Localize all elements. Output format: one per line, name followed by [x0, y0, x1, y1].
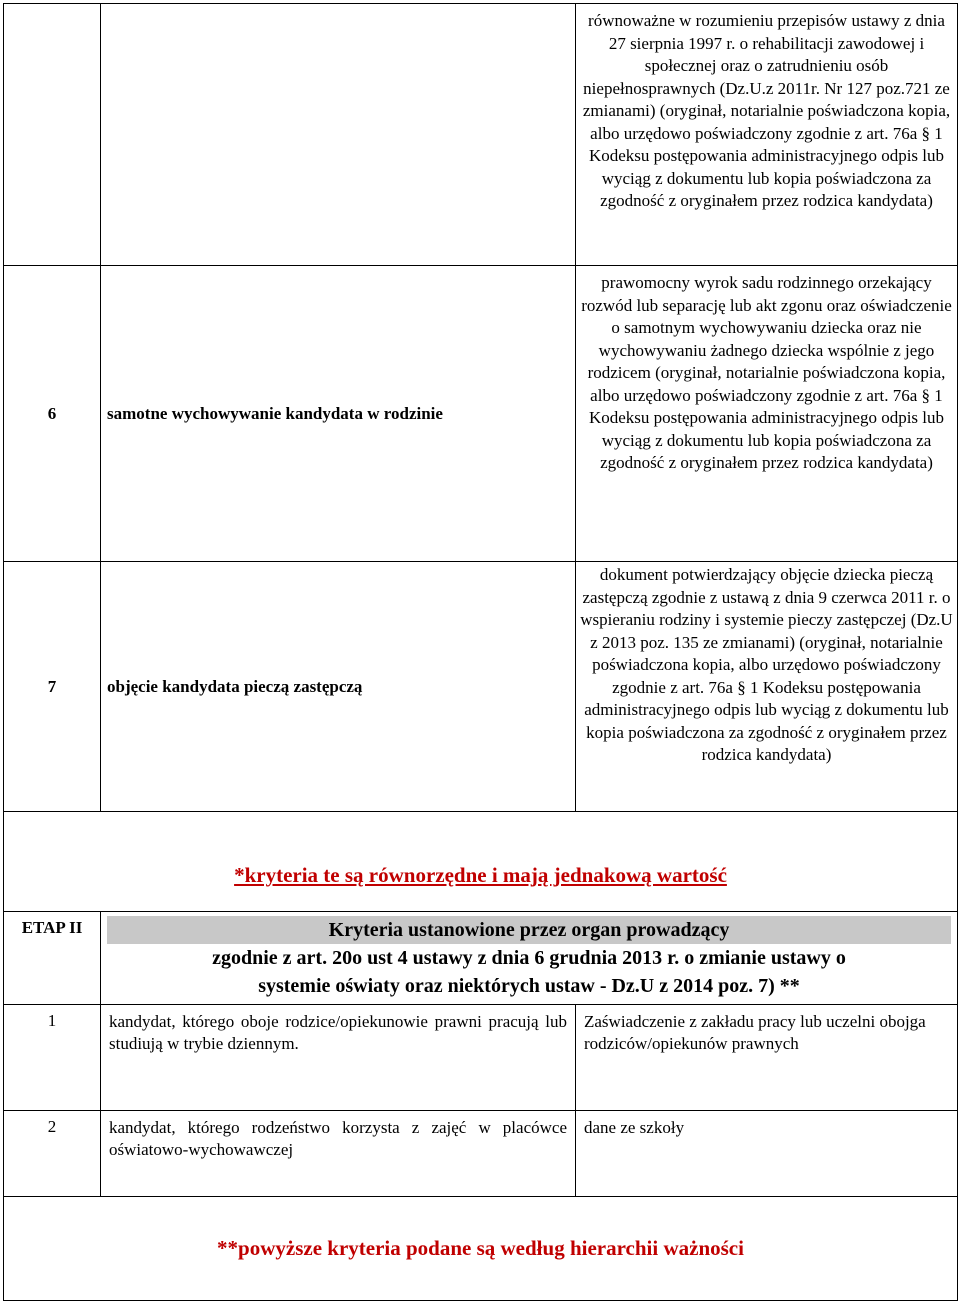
table-row	[4, 562, 958, 812]
document-cell: prawomocny wyrok sadu rodzinnego orzekający rozwód lub separację lub akt zgonu oraz oświadczenie o samotnym wychowywaniu dziecka oraz nie wychowywaniu żadnego dziecka wspólnie z jego rodzicem (oryginał, notarialnie poświadczona kopia, albo urzędowo poświadczony zgodnie z art. 76a § 1 Kodeksu postępowania administracyjnego odpis lub wyciąg z dokumentu lub kopia poświadczona za zgodność z oryginałem przez rodzica kandydata)	[576, 266, 958, 562]
header-line-3: systemie oświaty oraz niektórych ustaw - Dz.U z 2014 poz. 7) **	[258, 975, 800, 997]
document-cell: równoważne w rozumieniu przepisów ustawy z dnia 27 sierpnia 1997 r. o rehabilitacji zawodowej i społecznej oraz o zatrudnieniu osób niepełnosprawnych (Dz.U.z 2011r. Nr 127 poz.721 ze zmianami) (oryginał, notarialnie poświadczona kopia, albo urzędowo poświadczony zgodnie z art. 76a § 1 Kodeksu postępowania administracyjnego odpis lub wyciąg z dokumentu lub kopia poświadczona za zgodność z oryginałem przez rodzica kandydata)	[576, 4, 958, 266]
criterion-text: objęcie kandydata pieczą zastępczą	[101, 562, 576, 812]
stage-label: ETAP II	[4, 912, 101, 1005]
criterion-text: kandydat, którego oboje rodzice/opiekunowie prawni pracują lub studiują w trybie dziennym.	[101, 1005, 576, 1111]
document-text: Zaświadczenie z zakładu pracy lub uczelni obojga rodziców/opiekunów prawnych	[576, 1005, 958, 1111]
row-number: 7	[4, 562, 101, 812]
equal-criteria-note: *kryteria te są równorzędne i mają jednakową wartość	[234, 863, 727, 887]
table-row	[4, 4, 958, 266]
stage-header	[101, 912, 958, 1005]
row-number: 1	[4, 1005, 101, 1111]
hierarchy-note: **powyższe kryteria podane są według hierarchii ważności	[217, 1236, 744, 1260]
header-line-2: zgodnie z art. 20o ust 4 ustawy z dnia 6 grudnia 2013 r. o zmianie ustawy o	[212, 947, 846, 969]
row-number: 6	[4, 266, 101, 562]
criterion-text: samotne wychowywanie kandydata w rodzinie	[101, 266, 576, 562]
table-row	[4, 266, 958, 562]
note-row	[4, 1197, 958, 1301]
document-cell: dokument potwierdzający objęcie dziecka pieczą zastępczą zgodnie z ustawą z dnia 9 czerwca 2011 r. o wspieraniu rodziny i systemie pieczy zastępczej (Dz.U z 2013 poz. 135 ze zmianami) (oryginał, notarialnie poświadczona kopia, albo urzędowo poświadczony zgodnie z art. 76a § 1 Kodeksu postępowania administracyjnego odpis lub wyciąg z dokumentu lub kopia poświadczona za zgodność z oryginałem przez rodzica kandydata)	[576, 562, 958, 812]
note-row	[4, 812, 958, 912]
document-text: dane ze szkoły	[576, 1111, 958, 1197]
table-row	[4, 1005, 958, 1111]
criterion-text: kandydat, którego rodzeństwo korzysta z zajęć w placówce oświatowo-wychowawczej	[101, 1111, 576, 1197]
table-row	[4, 1111, 958, 1197]
criteria-table	[3, 3, 958, 1301]
row-number-cell	[4, 4, 101, 266]
criterion-cell	[101, 4, 576, 266]
header-line-1: Kryteria ustanowione przez organ prowadzący	[107, 916, 951, 944]
row-number: 2	[4, 1111, 101, 1197]
stage-header-row	[4, 912, 958, 1005]
